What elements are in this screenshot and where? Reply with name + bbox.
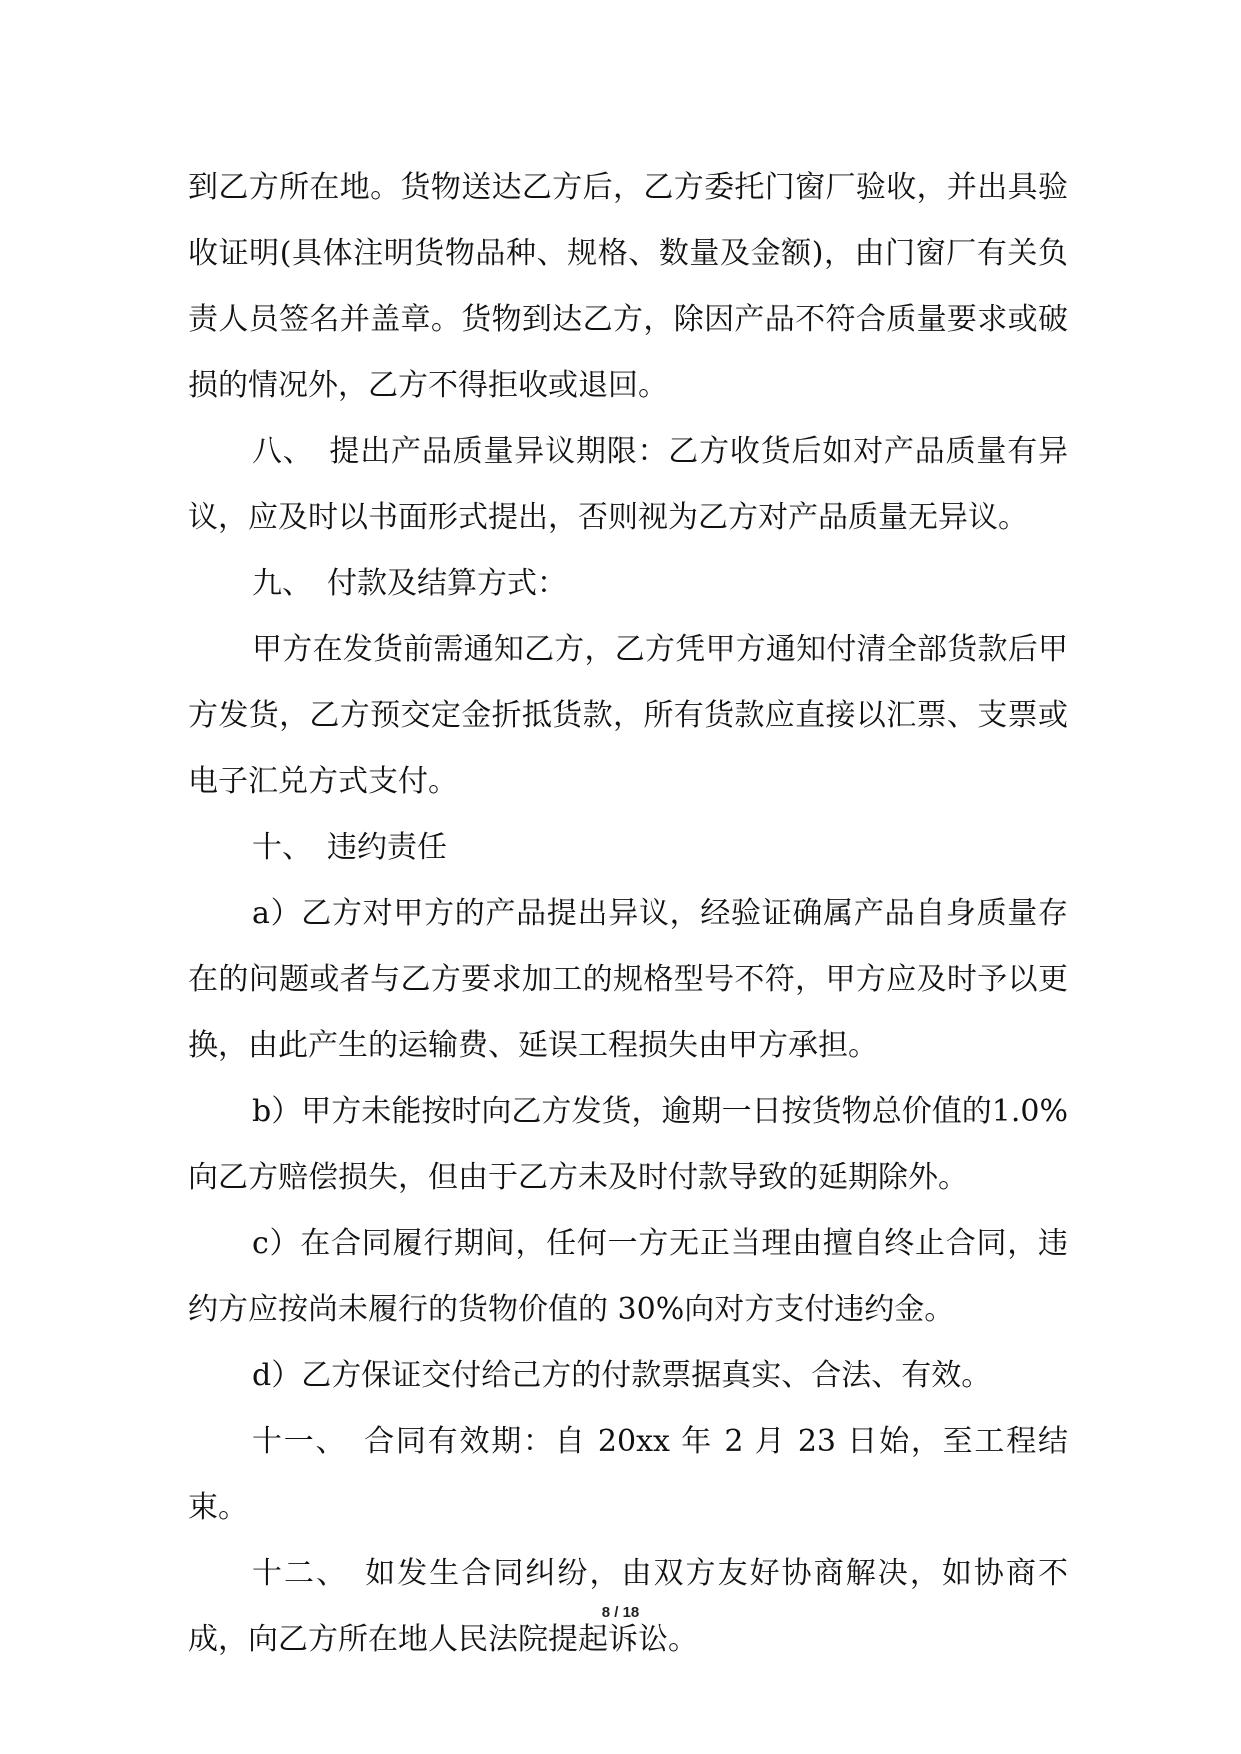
paragraph-delivery-acceptance: 到乙方所在地。货物送达乙方后，乙方委托门窗厂验收，并出具验收证明(具体注明货物品种、规格、数量及金额)，由门窗厂有关负责人员签名并盖章。货物到达乙方，除因产品不符合质量要求或破损的情况外，乙方不得拒收或退回。 [188, 170, 1068, 403]
liability-item-d: d）乙方保证交付给己方的付款票据真实、合法、有效。 [252, 1358, 992, 1393]
liability-item-c: c）在合同履行期间，任何一方无正当理由擅自终止合同，违约方应按尚未履行的货物价值的 30%向对方支付违约金。 [188, 1226, 1068, 1327]
liability-item-b: b）甲方未能按时向乙方发货，逾期一日按货物总价值的1.0%向乙方赔偿损失，但由于乙方未及时付款导致的延期除外。 [188, 1094, 1068, 1195]
liability-item-a: a）乙方对甲方的产品提出异议，经验证确属产品自身质量存在的问题或者与乙方要求加工的规格型号不符，甲方应及时予以更换，由此产生的运输费、延误工程损失由甲方承担。 [188, 896, 1068, 1063]
clause-12-disputes: 十二、 如发生合同纠纷，由双方友好协商解决，如协商不成，向乙方所在地人民法院提起诉讼。 [188, 1556, 1068, 1657]
clause-11-validity: 十一、 合同有效期：自 20xx 年 2 月 23 日始，至工程结束。 [188, 1424, 1068, 1525]
clause-10-liability-heading: 十、 违约责任 [252, 830, 447, 865]
paragraph-payment-terms: 甲方在发货前需通知乙方，乙方凭甲方通知付清全部货款后甲方发货，乙方预交定金折抵货款，所有货款应直接以汇票、支票或电子汇兑方式支付。 [188, 632, 1068, 799]
page-number: 8 / 18 [601, 1604, 640, 1621]
clause-9-payment-heading: 九、 付款及结算方式： [252, 566, 567, 601]
document-body [188, 155, 1068, 1673]
clause-8-quality-objection: 八、 提出产品质量异议期限：乙方收货后如对产品质量有异议，应及时以书面形式提出，否则视为乙方对产品质量无异议。 [188, 434, 1068, 535]
